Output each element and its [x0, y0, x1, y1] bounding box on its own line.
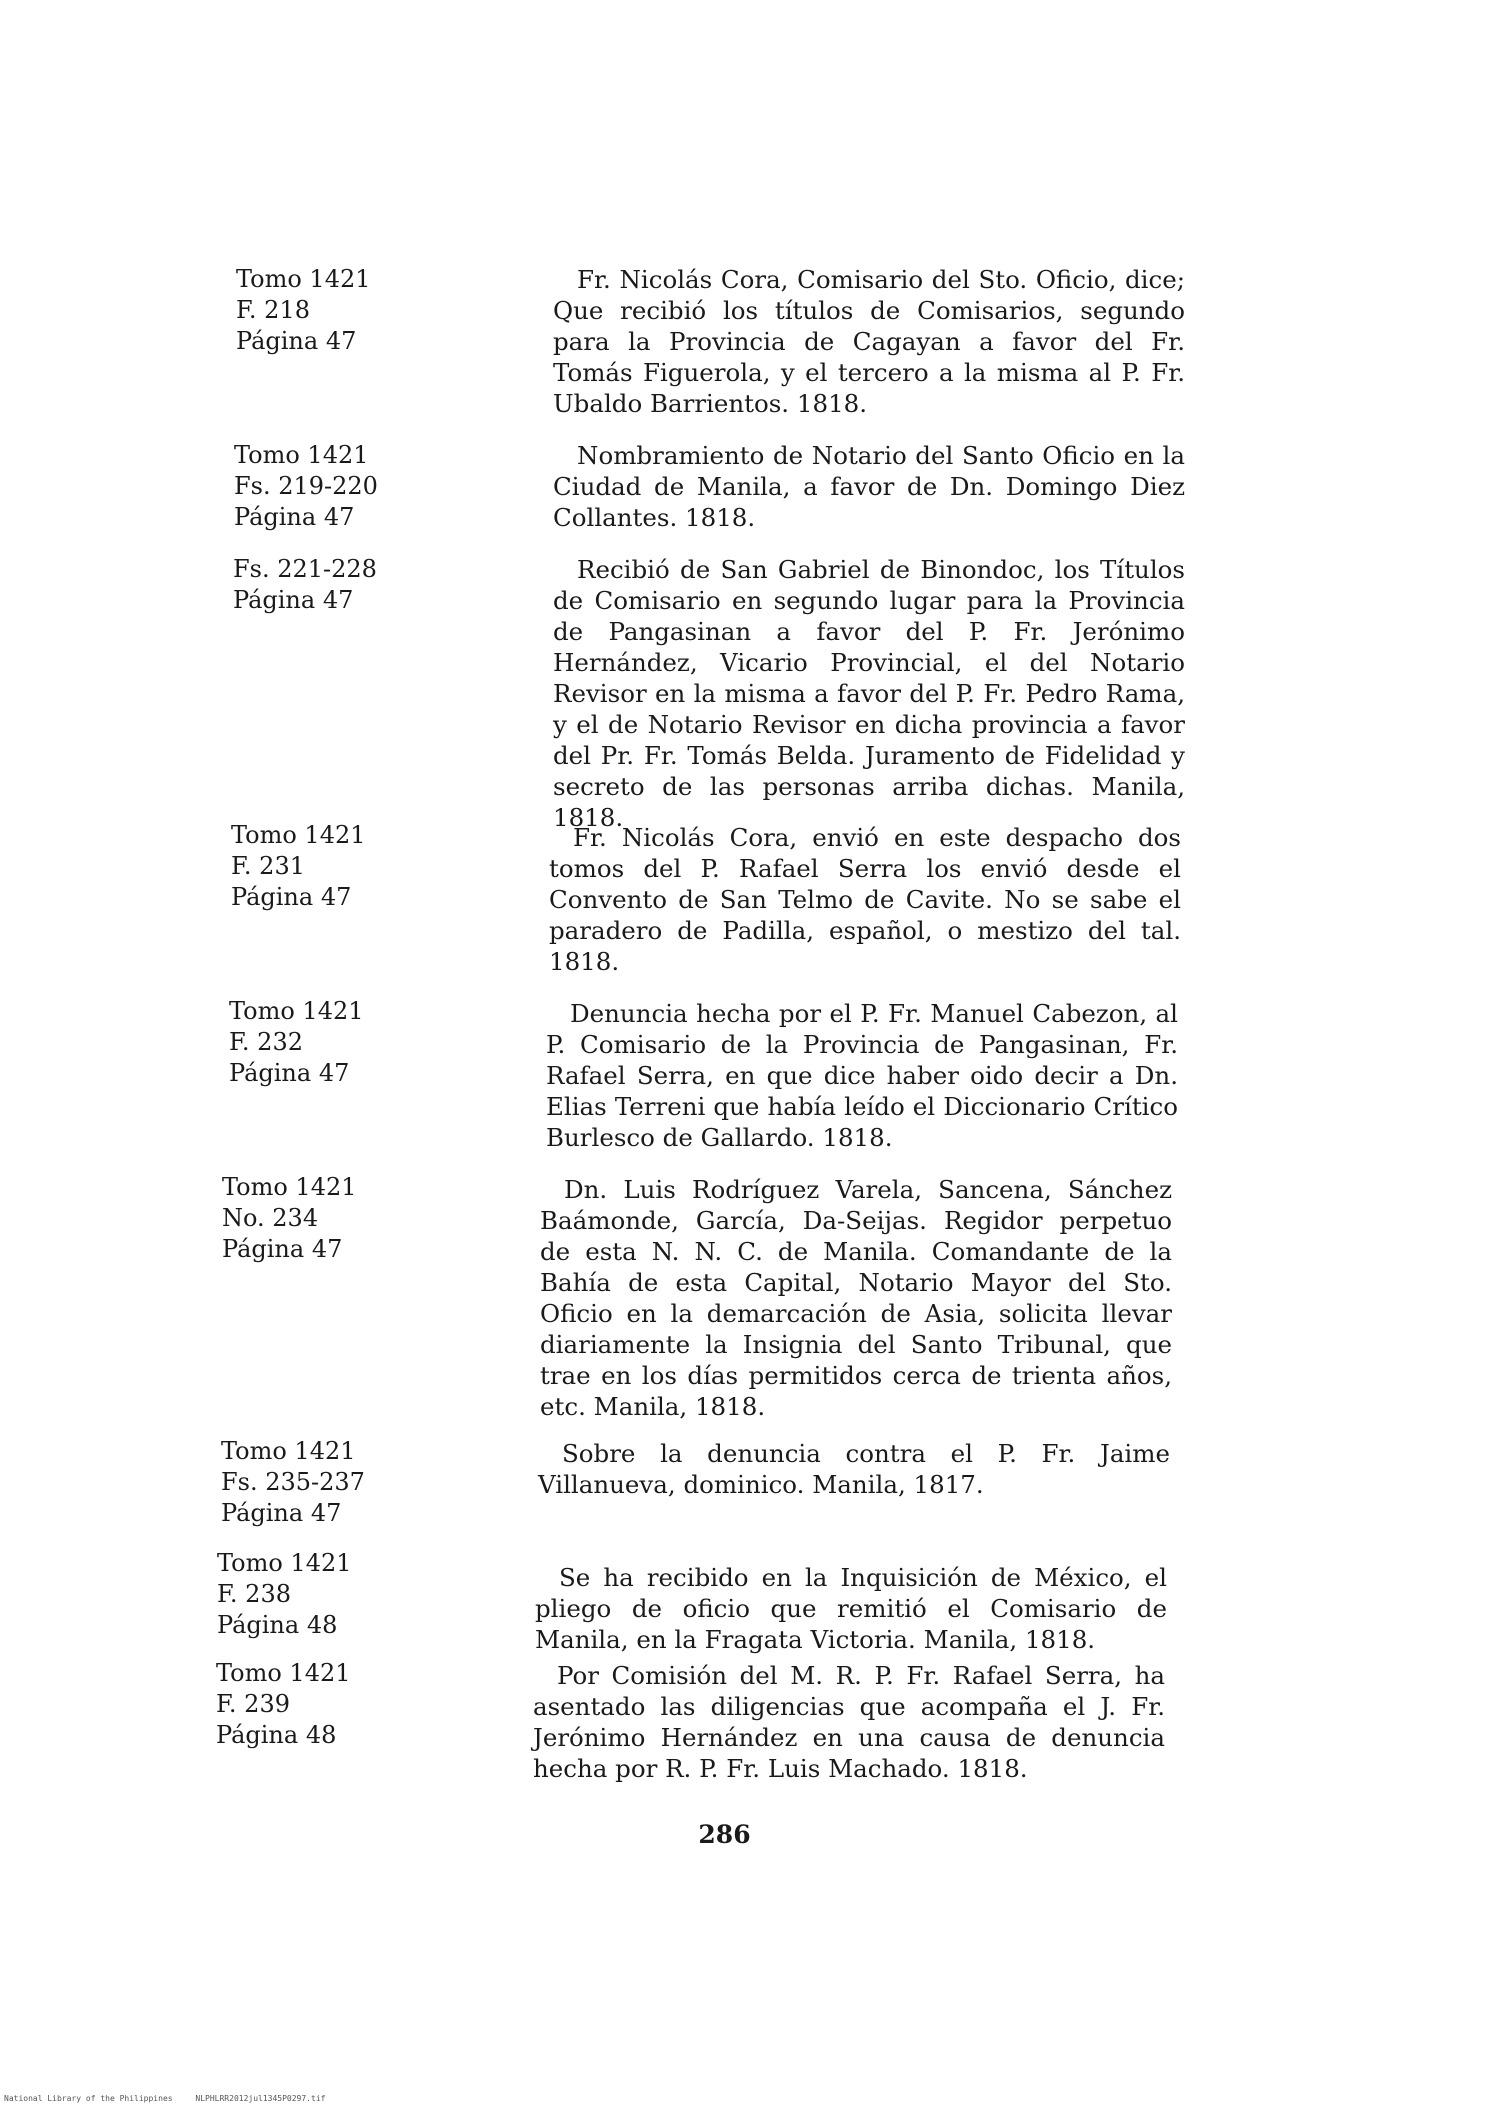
record-description: Dn. Luis Rodríguez Varela, Sancena, Sánchez Baámonde, García, Da-Seijas. Regidor perpetuo de esta N. N. C. de Manila. Comandante de la Bahía de esta Capital, Notario Mayor del Sto. Oficio en la demarcación de Asia, solicita llevar diariamente la Insignia del Santo Tribunal, que trae en los días permitidos cerca de trienta años, etc. Manila, 1818.: [540, 1175, 1172, 1421]
ref-tomo: Tomo 1421: [222, 1173, 357, 1201]
ref-page: Página 47: [231, 883, 352, 911]
record-reference: [221, 1436, 365, 1529]
record-reference: [217, 1548, 352, 1641]
scan-footer: [4, 2094, 343, 2103]
ref-tomo: Tomo 1421: [221, 1437, 356, 1465]
ref-page: Página 47: [234, 503, 355, 531]
record-description: Por Comisión del M. R. P. Fr. Rafael Serra, ha asentado las diligencias que acompaña el J. Fr. Jerónimo Hernández en una causa de denuncia hecha por R. P. Fr. Luis Machado. 1818.: [533, 1661, 1165, 1783]
record-reference: [234, 440, 378, 533]
ref-folio: Fs. 219-220: [234, 472, 378, 500]
footer-library: National Library of the Philippines: [4, 2094, 173, 2103]
record-reference: [236, 264, 371, 357]
ref-folio: Fs. 221-228: [233, 555, 377, 583]
ref-page: Página 47: [221, 1499, 342, 1527]
ref-page: Página 48: [217, 1611, 338, 1639]
record-description: Denuncia hecha por el P. Fr. Manuel Cabezon, al P. Comisario de la Provincia de Pangasinan, Fr. Rafael Serra, en que dice haber oido decir a Dn. Elias Terreni que había leído el Diccionario Crítico Burlesco de Gallardo. 1818.: [546, 999, 1178, 1152]
ref-folio: F. 238: [217, 1580, 291, 1608]
record-reference: [216, 1658, 351, 1751]
ref-page: Página 47: [222, 1235, 343, 1263]
ref-folio: F. 218: [236, 296, 310, 324]
ref-tomo: Tomo 1421: [229, 997, 364, 1025]
ref-page: Página 47: [229, 1059, 350, 1087]
ref-tomo: Tomo 1421: [216, 1659, 351, 1687]
record-description: Nombramiento de Notario del Santo Oficio en la Ciudad de Manila, a favor de Dn. Domingo Diez Collantes. 1818.: [553, 441, 1185, 532]
record-description: Fr. Nicolás Cora, envió en este despacho dos tomos del P. Rafael Serra los envió desde el Convento de San Telmo de Cavite. No se sabe el paradero de Padilla, español, o mestizo del tal. 1818.: [549, 823, 1181, 976]
ref-folio: F. 232: [229, 1028, 303, 1056]
record-reference: [222, 1172, 357, 1265]
ref-folio: Fs. 235-237: [221, 1468, 365, 1496]
ref-folio: No. 234: [222, 1204, 319, 1232]
record-description: Recibió de San Gabriel de Binondoc, los Títulos de Comisario en segundo lugar para la Provincia de Pangasinan a favor del P. Fr. Jerónimo Hernández, Vicario Provincial, el del Notario Revisor en la misma a favor del P. Fr. Pedro Rama, y el de Notario Revisor en dicha provincia a favor del Pr. Fr. Tomás Belda. Juramento de Fidelidad y secreto de las personas arriba dichas. Manila, 1818.: [553, 555, 1185, 832]
record-description: Fr. Nicolás Cora, Comisario del Sto. Oficio, dice; Que recibió los títulos de Comisarios, segundo para la Provincia de Cagayan a favor del Fr. Tomás Figuerola, y el tercero a la misma al P. Fr. Ubaldo Barrientos. 1818.: [553, 265, 1185, 418]
record-description: Sobre la denuncia contra el P. Fr. Jaime Villanueva, dominico. Manila, 1817.: [538, 1439, 1170, 1499]
ref-folio: F. 231: [231, 852, 305, 880]
ref-tomo: Tomo 1421: [217, 1549, 352, 1577]
ref-page: Página 47: [233, 586, 354, 614]
footer-file: NLPHLRR2012jul1345P0297.tif: [195, 2094, 326, 2103]
ref-page: Página 48: [216, 1721, 337, 1749]
record-reference: [231, 820, 366, 913]
ref-folio: F. 239: [216, 1690, 290, 1718]
ref-tomo: Tomo 1421: [231, 821, 366, 849]
ref-page: Página 47: [236, 327, 357, 355]
record-reference: [229, 996, 364, 1089]
page-number: 286: [698, 1820, 751, 1849]
ref-tomo: Tomo 1421: [236, 265, 371, 293]
record-description: Se ha recibido en la Inquisición de México, el pliego de oficio que remitió el Comisario de Manila, en la Fragata Victoria. Manila, 1818.: [535, 1563, 1167, 1654]
ref-tomo: Tomo 1421: [234, 441, 369, 469]
record-reference: [233, 554, 377, 616]
